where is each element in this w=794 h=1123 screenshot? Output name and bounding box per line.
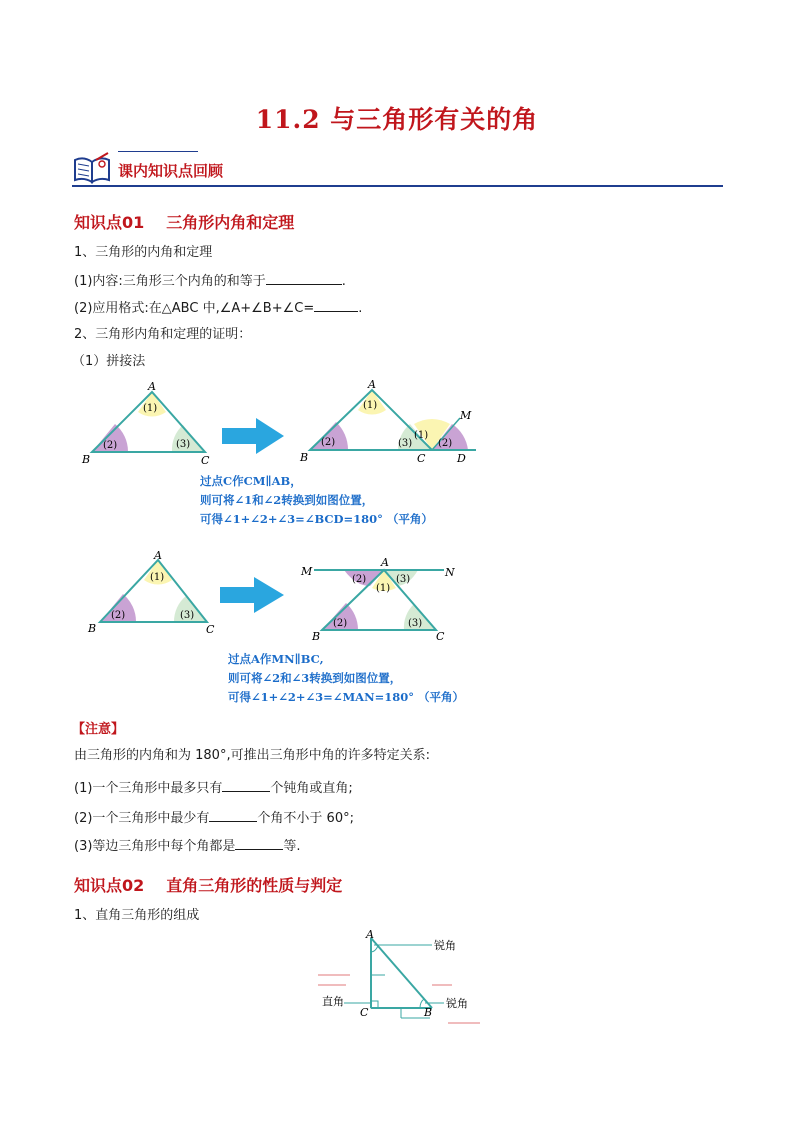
kp1-line-3-end: . (358, 301, 363, 316)
note-row-1-text: (1)一个三角形中最多只有 (74, 781, 223, 796)
transform-arrow-2 (220, 577, 284, 613)
note-label: 【注意】 (72, 722, 125, 737)
note-row-2-text: (2)一个三角形中最少有 (74, 811, 210, 826)
d1-left-C: C (201, 454, 210, 467)
d1-right-C: C (417, 452, 426, 465)
note-intro: 由三角形的内角和为 180°,可推出三角形中角的许多特定关系: (74, 748, 430, 763)
d1-left-B: B (82, 453, 91, 466)
note-row-2 (74, 807, 354, 826)
note-row-1-tail: 个钝角或直角; (270, 781, 353, 796)
note-row-3-tail: 等. (283, 839, 301, 854)
d1-right-angle1: (1) (363, 400, 378, 411)
answer-blank[interactable] (209, 809, 257, 822)
note-row-3 (74, 835, 301, 854)
diagram2-caption (228, 650, 464, 707)
d2-right-C: C (436, 630, 445, 643)
d1-left-angle1: (1) (143, 403, 158, 414)
d1-right-D: D (457, 452, 466, 465)
d2-right-M: M (301, 565, 313, 578)
note-row-1 (74, 777, 353, 796)
d2-left-angle1: (1) (150, 572, 165, 583)
d2-right-B: B (312, 630, 321, 643)
diagram1-caption-line: 则可将∠1和∠2转换到如图位置， (200, 493, 374, 507)
rt-acute-top-label: 锐角 (434, 939, 456, 952)
d1-left-A: A (148, 380, 156, 393)
diagram1-caption-line: 过点C作CM∥AB， (200, 474, 302, 488)
d1-right-B: B (300, 451, 309, 464)
kp1-line-1: 1、三角形的内角和定理 (74, 245, 213, 260)
d1-right-angle2: (2) (321, 437, 336, 448)
rt-C: C (360, 1006, 369, 1019)
transform-arrow-1 (222, 418, 284, 454)
kp1-title: 三角形内角和定理 (166, 213, 295, 232)
d2-left-A: A (154, 549, 162, 562)
d2-right-angle2-moved: (2) (352, 574, 367, 585)
rt-A: A (366, 928, 374, 941)
note-row-2-tail: 个角不小于 60°; (257, 811, 354, 826)
d1-right-M: M (460, 409, 472, 422)
banner-label: 课内知识点回顾 (118, 162, 224, 180)
d2-right-N: N (445, 566, 455, 579)
d2-left-angle3: (3) (180, 610, 195, 621)
note-row-3-text: (3)等边三角形中每个角都是 (74, 839, 236, 854)
answer-blank[interactable] (222, 779, 270, 792)
kp1-line-2-end: . (341, 274, 346, 289)
d1-right-angle3: (3) (398, 438, 413, 449)
answer-blank[interactable] (235, 837, 283, 850)
kp2-line-1: 1、直角三角形的组成 (74, 908, 200, 923)
diagram2-caption-line: 则可将∠2和∠3转换到如图位置， (228, 671, 402, 685)
kp1-line-5: （1）拼接法 (72, 354, 146, 369)
kp1-line-3-text: (2)应用格式:在△ABC 中,∠A+∠B+∠C= (74, 301, 315, 316)
d2-right-angle1: (1) (376, 583, 391, 594)
diagram2-caption-line: 可得∠1+∠2+∠3=∠MAN=180° （平角） (228, 690, 465, 704)
d1-right-angle2-moved: (2) (438, 438, 453, 449)
d1-right-A: A (368, 378, 376, 391)
d1-left-angle3: (3) (176, 439, 191, 450)
d1-right-angle1-moved: (1) (414, 430, 429, 441)
kp2-heading (74, 873, 342, 896)
rt-B: B (424, 1006, 433, 1019)
d2-right-angle3: (3) (408, 618, 423, 629)
page-title: 11.2 与三角形有关的角 (255, 105, 539, 134)
diagram1-caption (200, 472, 433, 529)
kp1-label: 知识点01 (74, 213, 145, 232)
kp1-line-2-text: (1)内容:三角形三个内角的和等于 (74, 274, 266, 289)
d2-right-A: A (381, 556, 389, 569)
rt-acute-bottom-label: 锐角 (446, 997, 468, 1010)
d1-left-angle2: (2) (103, 440, 118, 451)
diagram2-caption-line: 过点A作MN∥BC, (228, 652, 324, 666)
d2-right-angle2: (2) (333, 618, 348, 629)
kp2-label: 知识点02 (74, 876, 145, 895)
diagram1-caption-line: 可得∠1+∠2+∠3=∠BCD=180° （平角） (200, 512, 433, 526)
kp2-title: 直角三角形的性质与判定 (166, 876, 343, 895)
d2-right-angle3-moved: (3) (396, 574, 411, 585)
kp1-line-4: 2、三角形内角和定理的证明： (74, 327, 252, 342)
d2-left-C: C (206, 623, 215, 636)
d2-left-B: B (88, 622, 97, 635)
d2-left-angle2: (2) (111, 610, 126, 621)
rt-right-label: 直角 (322, 995, 344, 1008)
